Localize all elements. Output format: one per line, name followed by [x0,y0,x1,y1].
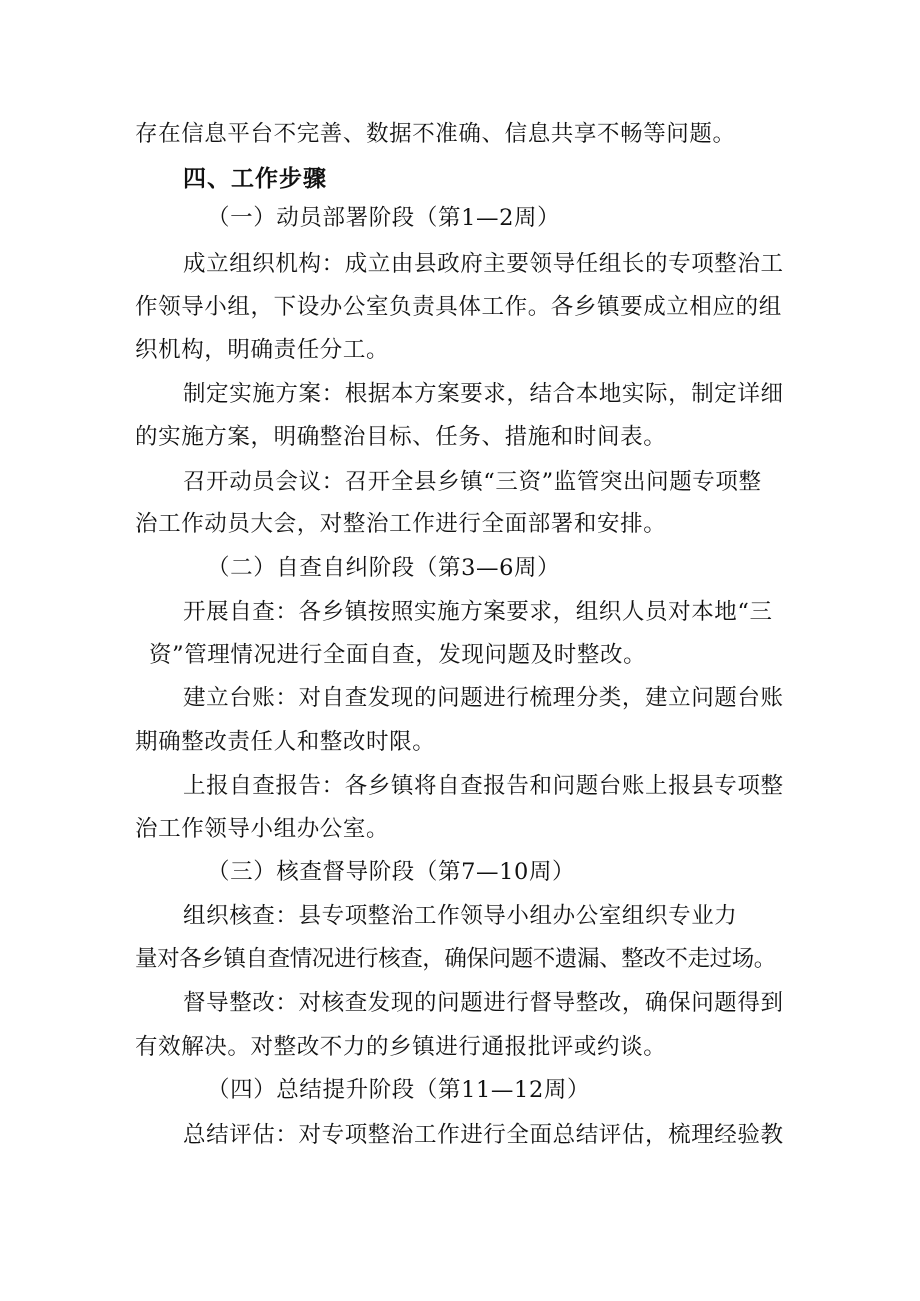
paragraph-line: 上报自查报告：各乡镇将自查报告和问题台账上报县专项整 [183,773,784,799]
subsection-heading: （二）自查自纠阶段（第3—6周） [207,555,561,581]
paragraph-line: 制定实施方案：根据本方案要求，结合本地实际，制定详细 [183,381,784,407]
paragraph-line: 组织核查：县专项整治工作领导小组办公室组织专业力 [183,903,738,929]
paragraph-line: 治工作领导小组办公室。 [135,816,390,842]
paragraph-line: 的实施方案，明确整治目标、任务、措施和时间表。 [135,424,667,450]
subsection-heading: （一）动员部署阶段（第1—2周） [207,205,561,231]
paragraph-line: 开展自查：各乡镇按照实施方案要求，组织人员对本地“三 [183,599,773,625]
paragraph-line: 督导整改：对核查发现的问题进行督导整改，确保问题得到 [183,990,784,1016]
paragraph-line: 建立台账：对自查发现的问题进行梳理分类，建立问题台账 [183,685,784,711]
paragraph-line: 期确整改责任人和整改时限。 [135,729,436,755]
paragraph-line: 作领导小组，下设办公室负责具体工作。各乡镇要成立相应的组 [135,294,782,320]
paragraph-line: 存在信息平台不完善、数据不准确、信息共享不畅等问题。 [135,121,736,147]
paragraph-line: 成立组织机构：成立由县政府主要领导任组长的专项整治工 [183,251,784,277]
paragraph-line: 治工作动员大会，对整治工作进行全面部署和安排。 [135,511,667,537]
paragraph-line: 召开动员会议：召开全县乡镇“三资”监管突出问题专项整 [183,469,762,495]
subsection-heading: （三）核查督导阶段（第7—10周） [207,859,576,885]
paragraph-line: 总结评估：对专项整治工作进行全面总结评估，梳理经验教 [183,1122,784,1148]
paragraph-line: 量对各乡镇自查情况进行核查，确保问题不遗漏、整改不走过场。 [135,946,776,972]
paragraph-line: 有效解决。对整改不力的乡镇进行通报批评或约谈。 [135,1034,667,1060]
paragraph-line: 织机构，明确责任分工。 [135,337,390,363]
section-heading: 四、工作步骤 [183,166,327,192]
subsection-heading: （四）总结提升阶段（第11—12周） [207,1077,591,1103]
paragraph-line: 资”管理情况进行全面自查，发现问题及时整改。 [149,642,647,668]
